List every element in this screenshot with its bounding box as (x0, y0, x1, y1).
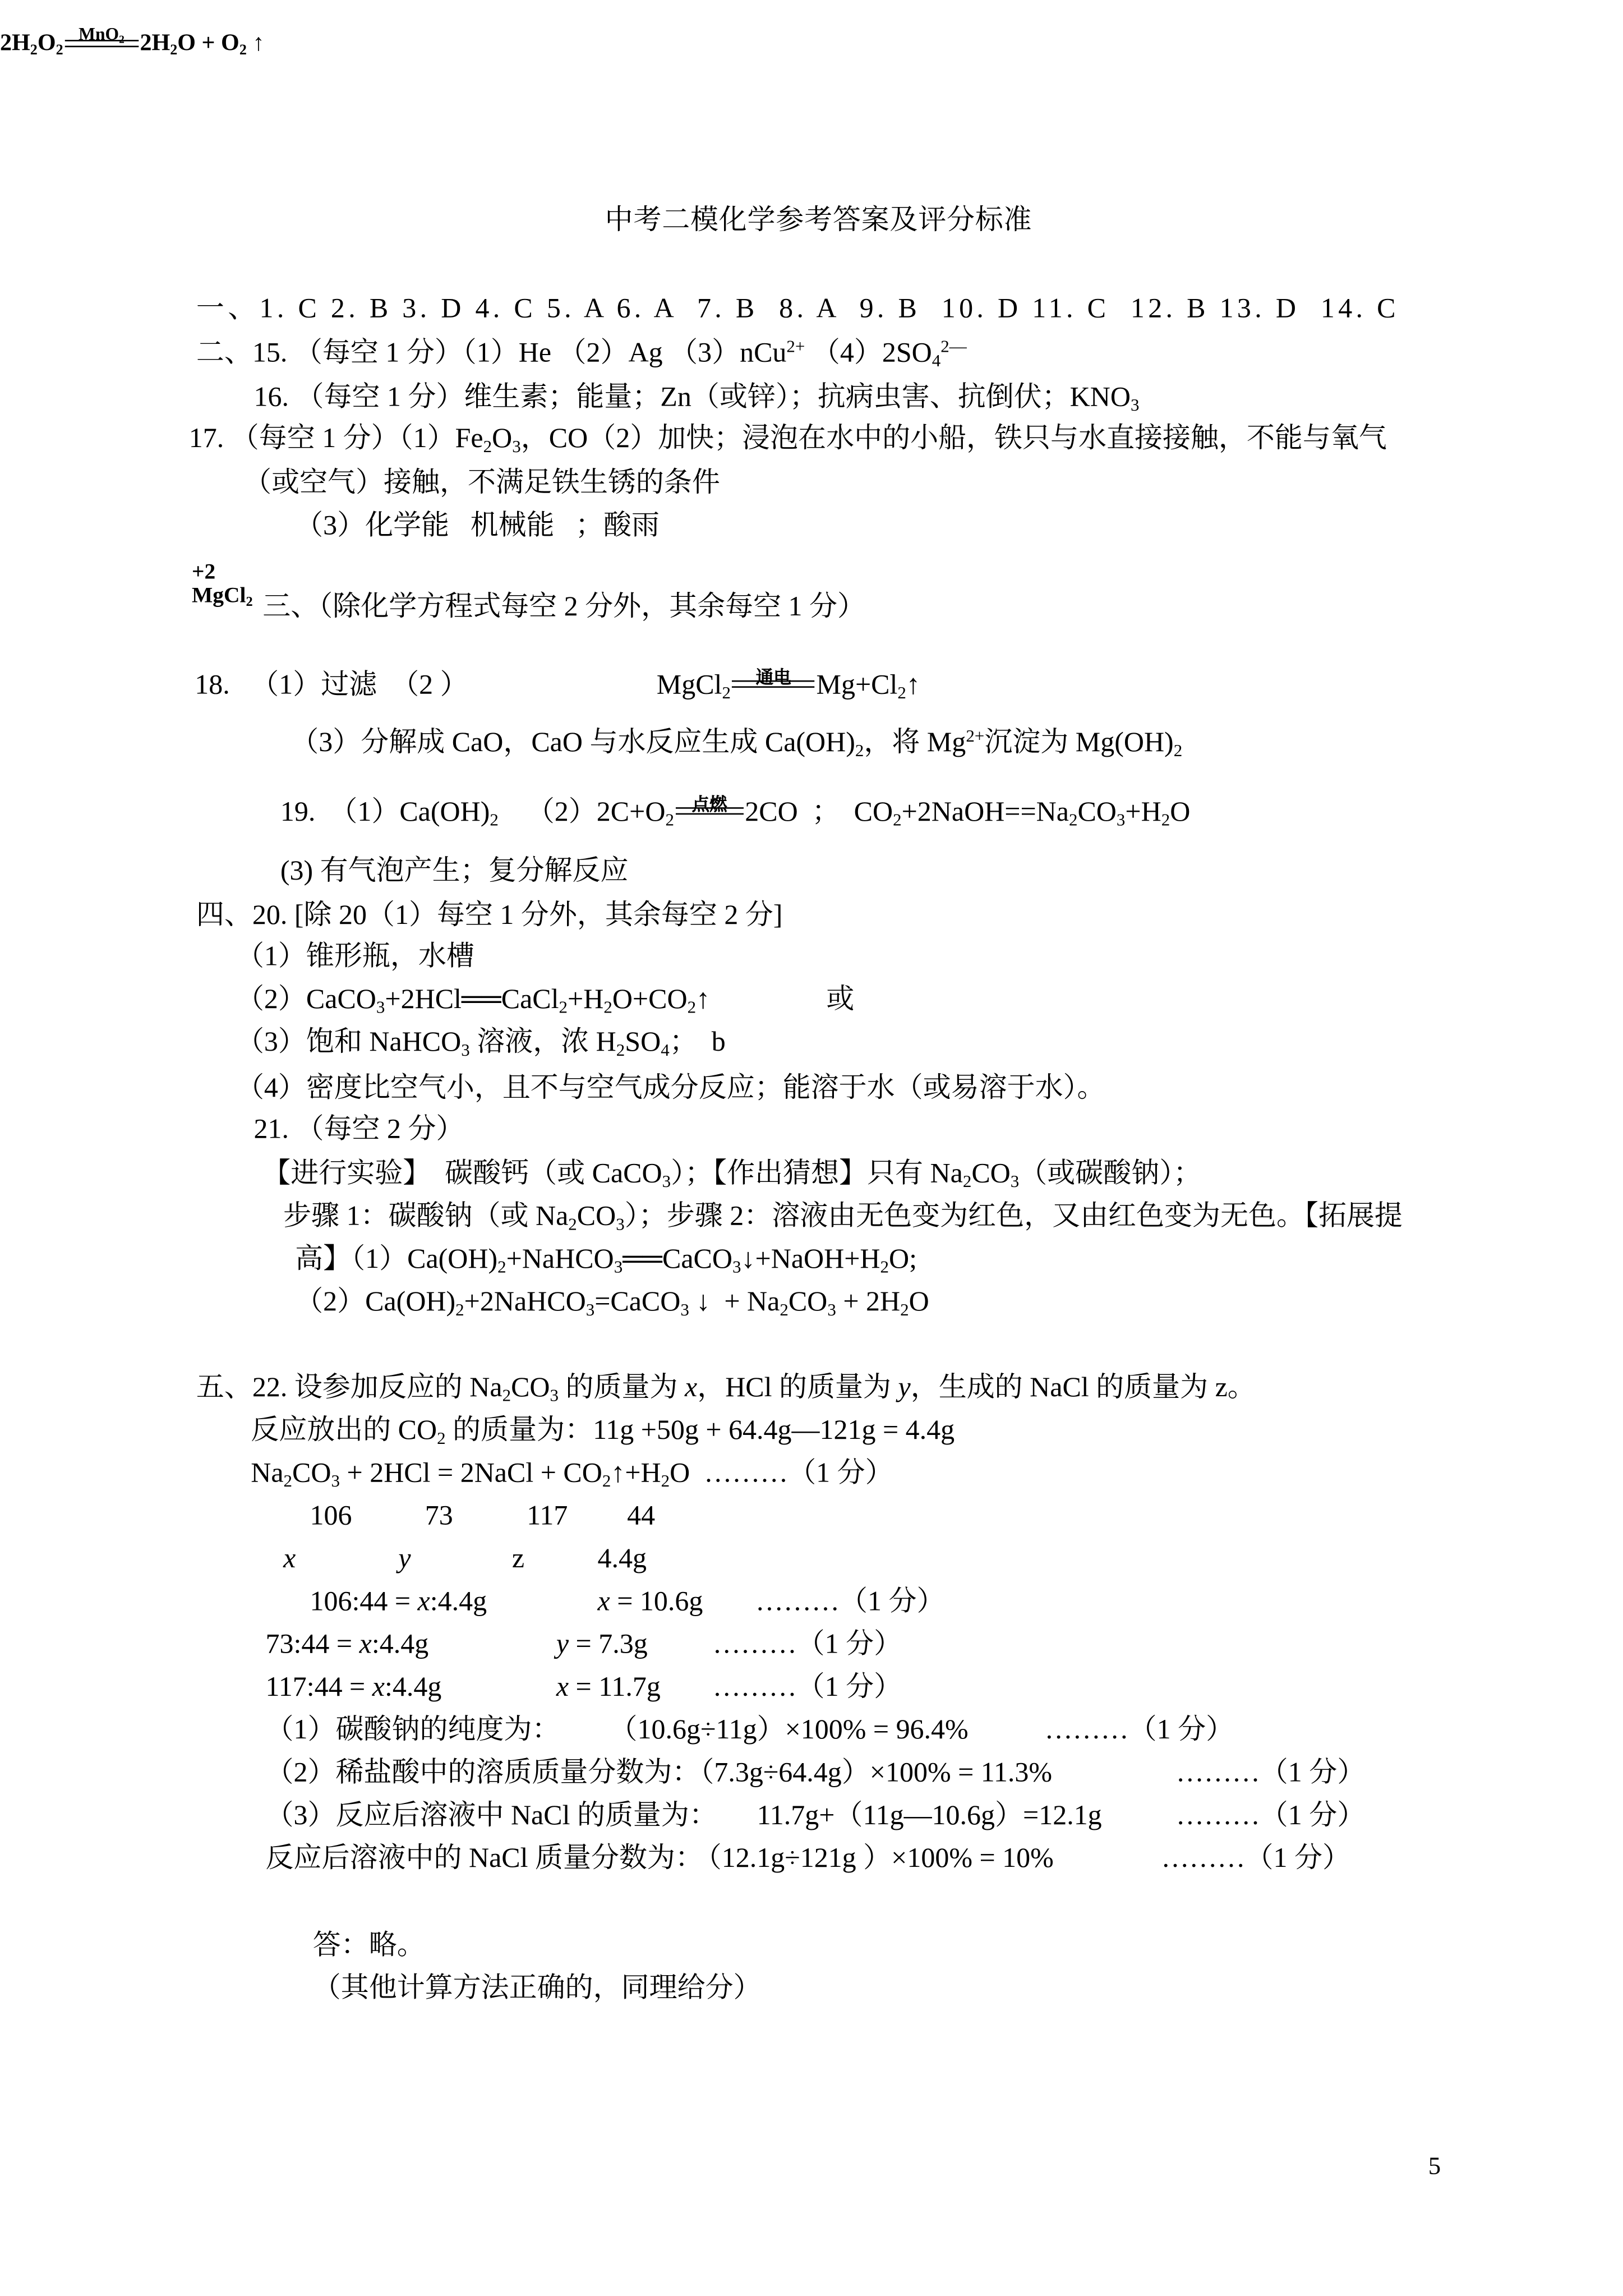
subscript: 2 (602, 1471, 611, 1491)
text-run: （3）饱和 NaHCO (236, 1027, 462, 1059)
reaction-condition-equals-sign (64, 22, 139, 53)
answer-line-q20-3 (236, 1025, 726, 1061)
text-run: ； b (669, 1027, 726, 1059)
text-run: 19. （1）Ca(OH) (280, 797, 490, 828)
text-run: O (492, 424, 513, 455)
score-note: ………（1 分） (755, 1586, 945, 1618)
text-run: 的质量为：11g +50g + 64.4g—121g = 4.4g (445, 1415, 955, 1447)
element-symbol: Mg (192, 584, 224, 608)
subscript: 2 (722, 683, 731, 703)
text-run: CO (577, 1201, 616, 1232)
subscript: 2 (455, 1300, 464, 1320)
text-run: O+CO (612, 984, 688, 1016)
text-run: Cl (224, 584, 246, 608)
subscript: 2 (568, 1215, 577, 1235)
text-run: 步骤 1：碳酸钠（或 Na (283, 1201, 569, 1232)
subscript: 3 (616, 1215, 625, 1235)
text-run: 沉淀为 Mg(OH) (984, 728, 1174, 759)
result-line (266, 1756, 1052, 1792)
text-run: CO (292, 1458, 331, 1489)
subscript: 2 (497, 1258, 506, 1277)
q22-setup (196, 1371, 1256, 1406)
result-label: （3）反应后溶液中 NaCl 的质量为： (265, 1800, 717, 1832)
text-run: Na (251, 1458, 284, 1489)
text-run: （或碳酸钠）； (1019, 1158, 1202, 1190)
text-run: MgCl (656, 670, 722, 701)
text-run: ↑+H (611, 1458, 661, 1489)
valence-element (192, 560, 224, 608)
answer-line-q21-3 (295, 1243, 917, 1278)
subscript: 3 (550, 1386, 559, 1406)
subscript: 2 (30, 42, 38, 59)
subscript: 2 (962, 1172, 972, 1191)
valence-mark: +2 (192, 560, 216, 585)
subscript: 3 (1131, 395, 1140, 416)
reaction-condition-equals-sign (676, 793, 744, 824)
double-equals-line (732, 680, 815, 688)
subscript: 3 (827, 1300, 836, 1320)
q18-electrolysis-equation (656, 666, 920, 704)
answer-alternative-marker: 或 (826, 984, 855, 1016)
text-run: （2）2C+O (498, 797, 666, 828)
text-run: 二、15. （每空 1 分）（1）He （2）Ag （3）nCu (196, 338, 787, 369)
subscript: 3 (1116, 811, 1126, 830)
page-number: 5 (1428, 2151, 1441, 2180)
proportion-ratio (310, 1585, 487, 1621)
subscript: 2 (283, 1471, 293, 1491)
subscript: 4 (932, 351, 941, 371)
text-run: ↑ (906, 670, 920, 701)
subscript: 2 (1161, 811, 1170, 830)
text-run: 16. （每空 1 分）维生素；能量；Zn（或锌）；抗病虫害、抗倒伏；KNO (253, 382, 1131, 413)
text-run: + 2H (836, 1287, 901, 1318)
text-run: O (37, 31, 56, 57)
subscript: 3 (680, 1300, 689, 1320)
answer-line-q20-4: （4）密度比空气小，且不与空气成分反应；能溶于水（或易溶于水）。 (236, 1073, 1105, 1104)
text-run: ，CO（2）加快；浸泡在水中的小船，铁只与水直接接触，不能与氧气 (520, 424, 1387, 455)
molar-mass: 73 (425, 1501, 453, 1532)
text-run: CO (1077, 797, 1117, 828)
result-calculation: （12.1g÷121g ）×100% = 10% (707, 1843, 1054, 1875)
text-run: Mg+Cl (816, 670, 898, 701)
text-run: （3）分解成 CaO，CaO 与水反应生成 Ca(OH) (291, 728, 855, 759)
text-run: O (1170, 797, 1191, 828)
result-label: 反应后溶液中的 NaCl 质量分数为： (265, 1843, 703, 1875)
text-run: ，生成的 NaCl 的质量为 z。 (910, 1372, 1256, 1404)
reaction-condition: 通电 (755, 666, 791, 688)
subscript: 2 (170, 42, 178, 59)
answer-line-q16 (254, 381, 1140, 416)
subscript: 2 (119, 31, 125, 45)
text-run: SO (625, 1027, 661, 1059)
text-run: 的质量为 (559, 1372, 685, 1404)
score-note: ………（1 分） (712, 1629, 902, 1660)
section3-heading: 三、（除化学方程式每空 2 分外，其余每空 1 分） (262, 591, 866, 623)
text-run: ↑ (246, 31, 265, 57)
text-run: ↓ + Na (689, 1287, 780, 1318)
text-run: ）；步骤 2：溶液由无色变为红色，又由红色变为无色。【拓展提 (624, 1201, 1403, 1232)
italic-variable: y (556, 1629, 569, 1660)
subscript: 2 (603, 998, 612, 1018)
proportion-result (556, 1628, 648, 1663)
subscript: 3 (585, 1300, 595, 1320)
subscript: 2 (1068, 811, 1078, 830)
subscript: 3 (461, 1041, 470, 1060)
text-run: 2H (0, 31, 30, 57)
double-equals-line (676, 808, 744, 815)
subscript: 2 (437, 1429, 446, 1448)
text-run: 17. （每空 1 分）（1）Fe (188, 424, 483, 455)
text-run: :4.4g (384, 1672, 442, 1704)
text-run: 2H (140, 31, 170, 57)
superscript: 2+ (966, 726, 985, 747)
text-run: （2）Ca(OH) (295, 1287, 456, 1318)
answer-line-q17-3: （3）化学能 机械能 ；酸雨 (295, 510, 660, 542)
text-run: （2）CaCO (236, 984, 376, 1016)
proportion-result (598, 1585, 703, 1621)
subscript: 2 (559, 998, 568, 1018)
answer-line-q19-1 (280, 795, 1190, 831)
molar-mass: 106 (310, 1501, 352, 1532)
score-note: ………（1 分） (712, 1672, 902, 1704)
reaction-condition: 点燃 (691, 793, 727, 815)
result-calculation: （10.6g÷11g）×100% = 96.4% (609, 1715, 969, 1746)
subscript: 2 (855, 741, 864, 761)
subscript: 2 (616, 1041, 625, 1060)
result-calculation: （7.3g÷64.4g）×100% = 11.3% (700, 1757, 1053, 1789)
answer-line-q19-2: (3) 有气泡产生；复分解反应 (280, 855, 629, 887)
result-line (266, 1842, 1054, 1877)
answer-line-q18-2 (291, 726, 1182, 761)
molar-mass: 117 (527, 1501, 568, 1532)
text-run: 反应放出的 CO (251, 1415, 437, 1447)
text-run: MnO (79, 22, 119, 44)
italic-variable: x (372, 1672, 385, 1704)
text-run: = 11.7g (569, 1672, 661, 1704)
answer-line-q17-2: （或空气）接触，不满足铁生锈的条件 (243, 467, 720, 499)
subscript: 2 (239, 42, 247, 59)
italic-variable: x (359, 1629, 372, 1660)
score-note: ………（1 分） (1044, 1715, 1234, 1746)
italic-variable: x (417, 1586, 430, 1618)
answer-line-q18-1: 18. （1）过滤 （2 ） (195, 670, 468, 701)
subscript: 3 (1010, 1172, 1020, 1191)
section4-heading: 四、20. [除 20（1）每空 1 分外，其余每空 2 分] (196, 900, 783, 932)
subscript: 3 (662, 1172, 671, 1191)
text-run: 溶液，浓 H (469, 1027, 616, 1059)
valence-formula-image (192, 560, 253, 611)
text-run: （4）2SO (805, 338, 932, 369)
score-note: ………（1 分） (1175, 1757, 1366, 1789)
text-run: CO (511, 1372, 550, 1404)
text-run: 117:44 = (265, 1672, 372, 1704)
text-run: :4.4g (371, 1629, 429, 1660)
proportion-ratio (266, 1671, 442, 1706)
unknown-variable: x (283, 1543, 296, 1575)
text-run: + 2HCl = 2NaCl + CO (340, 1458, 602, 1489)
text-run: = 10.6g (610, 1586, 703, 1618)
subscript: 2 (1173, 741, 1183, 761)
q21-heading: 21. （每空 2 分） (253, 1114, 464, 1145)
superscript: 2+ (786, 337, 805, 357)
text-run: :4.4g (430, 1586, 487, 1618)
italic-variable: y (898, 1372, 911, 1404)
text-run: CO (788, 1287, 828, 1318)
subscript: 2 (780, 1300, 789, 1320)
molar-mass: 44 (627, 1501, 656, 1532)
result-label: （2）稀盐酸中的溶质质量分数为： (265, 1757, 700, 1789)
answer-line-q15 (196, 337, 967, 372)
text-run: ，HCl 的质量为 (697, 1372, 898, 1404)
text-run: =CaCO (594, 1287, 681, 1318)
text-run: +2NaHCO (464, 1287, 586, 1318)
subscript: 2 (246, 595, 253, 611)
italic-variable: x (556, 1672, 569, 1704)
subscript: 2 (483, 437, 492, 457)
subscript: 2 (56, 42, 63, 59)
answer-line-q1-14: 一、1. C 2. B 3. D 4. C 5. A 6. A 7. B 8. A 9. B 10. D 11. C 12. B 13. D 14. C (196, 293, 1399, 325)
subscript: 2 (490, 811, 499, 830)
subscript: 4 (661, 1041, 670, 1060)
subscript: 3 (732, 1258, 741, 1277)
result-label: （1）碳酸钠的纯度为： (265, 1715, 560, 1746)
score-note: ………（1 分） (1175, 1800, 1366, 1832)
text-run: O + O (177, 31, 239, 57)
proportion-result (556, 1671, 661, 1706)
subscript: 2 (900, 1300, 909, 1320)
result-calculation: 11.7g+（11g—10.6g）=12.1g (757, 1800, 1102, 1832)
answer-conclusion: 答：略。 (312, 1930, 425, 1962)
subscript: 2 (665, 811, 674, 830)
text-run: 【进行实验】 碳酸钙（或 CaCO (262, 1158, 662, 1190)
subscript: 2 (880, 1258, 889, 1277)
text-run: ，将 Mg (864, 728, 966, 759)
text-run: O ………（1 分） (670, 1458, 893, 1489)
text-run: +2HCl══CaCl (385, 984, 559, 1016)
score-note: ………（1 分） (1161, 1843, 1350, 1875)
grading-note: （其他计算方法正确的，同理给分） (312, 1973, 762, 2004)
answer-line-q20-1: （1）锥形瓶，水槽 (236, 941, 474, 973)
subscript: 2 (661, 1471, 670, 1491)
q22-co2-mass (251, 1414, 955, 1449)
proportion-ratio (266, 1628, 429, 1663)
text-run: O (909, 1287, 929, 1318)
answer-line-q21-1 (262, 1157, 1201, 1193)
text-run: CO (971, 1158, 1011, 1190)
text-run: +2NaOH==Na (901, 797, 1069, 828)
subscript: 3 (614, 1258, 623, 1277)
text-run: +NaHCO (506, 1244, 614, 1276)
text-run: ══CaCO (623, 1244, 733, 1276)
superscript: 2— (940, 337, 967, 357)
text-run: 高】（1）Ca(OH) (295, 1244, 498, 1276)
text-run: 106:44 = (310, 1586, 418, 1618)
text-run: 2CO ； CO (745, 797, 893, 828)
answer-line-q20-2 (236, 983, 710, 1018)
text-run: = 7.3g (569, 1629, 648, 1660)
italic-variable: x (685, 1372, 698, 1404)
double-equals-line (64, 39, 139, 47)
header-equation (0, 22, 265, 59)
known-mass: 4.4g (597, 1543, 647, 1575)
subscript: 3 (376, 998, 385, 1018)
answer-line-q21-4 (295, 1286, 929, 1321)
subscript: 3 (512, 437, 521, 457)
subscript: 2 (502, 1386, 511, 1406)
subscript: 2 (687, 998, 697, 1018)
subscript: 2 (893, 811, 902, 830)
text-run: 73:44 = (265, 1629, 359, 1660)
unknown-variable: z (511, 1543, 525, 1575)
text-run: +H (568, 984, 604, 1016)
text-run: ）；【作出猜想】只有 Na (671, 1158, 963, 1190)
page-title: 中考二模化学参考答案及评分标准 (605, 205, 1032, 236)
text-run: ↑ (696, 984, 711, 1016)
q22-equation (251, 1457, 893, 1492)
text-run: O; (888, 1244, 917, 1276)
reaction-condition-equals-sign (732, 666, 815, 697)
text-run: +H (1125, 797, 1161, 828)
unknown-variable: y (398, 1543, 411, 1575)
text-run: ↓+NaOH+H (741, 1244, 880, 1276)
italic-variable: x (597, 1586, 610, 1618)
text-run: 五、22. 设参加反应的 Na (196, 1372, 502, 1404)
subscript: 2 (897, 683, 906, 703)
answer-line-q21-2 (283, 1200, 1403, 1235)
answer-line-q17-1 (189, 422, 1387, 457)
subscript: 3 (331, 1471, 340, 1491)
